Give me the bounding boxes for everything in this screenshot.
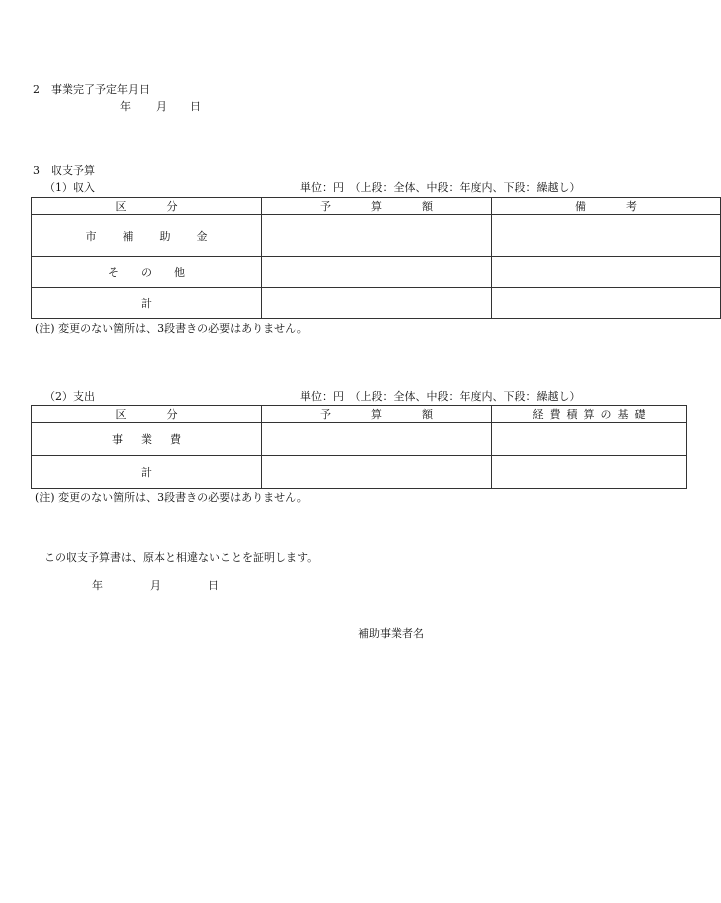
income-row-budget-cell[interactable] [262, 257, 492, 288]
income-header-budget: 予算額 [262, 198, 492, 215]
expense-unit-note: 単位：円 （上段：全体、中段：年度内、下段：繰越し） [300, 390, 581, 403]
income-row-total [32, 288, 721, 319]
completion-year-label: 年 [120, 100, 131, 113]
section2-title: 2 事業完了予定年月日 [33, 83, 150, 96]
expense-header-budget: 予算額 [262, 406, 492, 423]
income-subtitle: （1）収入 [44, 181, 95, 194]
expense-header-basis: 経費積算の基礎 [492, 406, 687, 423]
expense-row-budget-cell[interactable] [262, 423, 492, 456]
income-unit-note: 単位：円 （上段：全体、中段：年度内、下段：繰越し） [300, 181, 581, 194]
income-row-remarks-cell[interactable] [492, 215, 721, 257]
expense-subtitle: （2）支出 [44, 390, 95, 403]
completion-day-label: 日 [190, 100, 201, 113]
certification-statement: この収支予算書は、原本と相違ないことを証明します。 [44, 551, 319, 564]
income-table [31, 197, 721, 319]
signer-label: 補助事業者名 [358, 627, 424, 640]
expense-header-category: 区分 [32, 406, 262, 423]
certification-day-label: 日 [208, 579, 219, 592]
expense-row-label: 計 [32, 456, 262, 489]
income-header-remarks: 備考 [492, 198, 721, 215]
expense-row-basis-cell[interactable] [492, 423, 687, 456]
income-table-header-row [32, 198, 721, 215]
expense-row-project-cost [32, 423, 687, 456]
certification-year-label: 年 [92, 579, 103, 592]
expense-row-total [32, 456, 687, 489]
income-row-label: 計 [32, 288, 262, 319]
income-row-label: その他 [32, 257, 262, 288]
expense-row-budget-cell[interactable] [262, 456, 492, 489]
income-row-budget-cell[interactable] [262, 215, 492, 257]
certification-month-label: 月 [150, 579, 161, 592]
income-row-budget-cell[interactable] [262, 288, 492, 319]
completion-month-label: 月 [156, 100, 167, 113]
expense-table-header-row [32, 406, 687, 423]
expense-row-label: 事業費 [32, 423, 262, 456]
section3-title: 3 収支予算 [33, 164, 95, 177]
expense-row-basis-cell[interactable] [492, 456, 687, 489]
expense-table [31, 405, 687, 489]
income-row-remarks-cell[interactable] [492, 288, 721, 319]
income-row-other [32, 257, 721, 288]
income-row-label: 市補助金 [32, 215, 262, 257]
expense-footnote: (注) 変更のない箇所は、3段書きの必要はありません。 [35, 491, 308, 504]
income-row-remarks-cell[interactable] [492, 257, 721, 288]
income-header-category: 区分 [32, 198, 262, 215]
income-footnote: (注) 変更のない箇所は、3段書きの必要はありません。 [35, 322, 308, 335]
income-row-city-subsidy [32, 215, 721, 257]
